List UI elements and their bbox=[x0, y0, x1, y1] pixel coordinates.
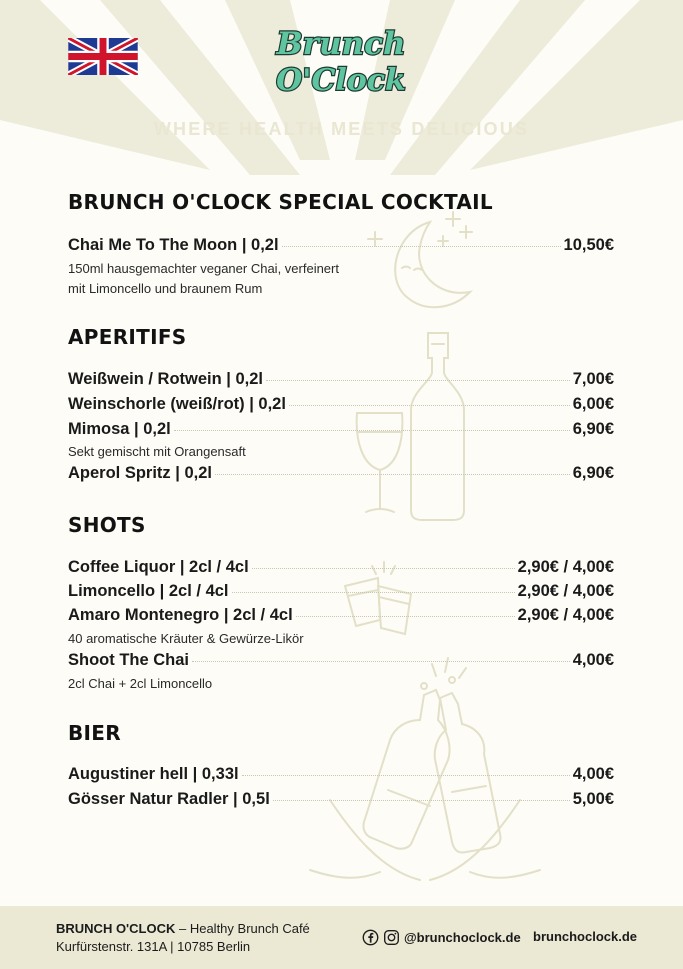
facebook-icon[interactable] bbox=[362, 929, 379, 946]
moon-icon bbox=[368, 212, 472, 307]
menu-item bbox=[68, 606, 614, 628]
leader-dots bbox=[215, 473, 570, 475]
footer-address: Kurfürstenstr. 131A | 10785 Berlin bbox=[56, 939, 251, 954]
section-title-special-cocktail: BRUNCH O'CLOCK SPECIAL COCKTAIL bbox=[68, 190, 493, 214]
item-price: 5,00€ bbox=[572, 790, 614, 808]
item-description: mit Limoncello und braunem Rum bbox=[68, 281, 263, 296]
item-price: 4,00€ bbox=[572, 765, 614, 783]
menu-item bbox=[68, 370, 614, 392]
item-name: Gösser Natur Radler | 0,5l bbox=[68, 790, 270, 808]
item-price: 7,00€ bbox=[572, 370, 614, 388]
item-description: Sekt gemischt mit Orangensaft bbox=[68, 444, 246, 459]
instagram-icon[interactable] bbox=[383, 929, 400, 946]
item-name: Shoot The Chai bbox=[68, 651, 189, 669]
tagline: WHERE HEALTH MEETS DELICIOUS bbox=[153, 119, 530, 139]
menu-item bbox=[68, 582, 614, 604]
item-price: 6,90€ bbox=[572, 464, 614, 482]
menu-item bbox=[68, 395, 614, 417]
item-name: Limoncello | 2cl / 4cl bbox=[68, 582, 229, 600]
item-price: 4,00€ bbox=[572, 651, 614, 669]
item-description: 150ml hausgemachter veganer Chai, verfeinert bbox=[68, 261, 339, 276]
footer-brand-suffix: – Healthy Brunch Café bbox=[175, 921, 310, 936]
item-name: Weinschorle (weiß/rot) | 0,2l bbox=[68, 395, 286, 413]
menu-item bbox=[68, 558, 614, 580]
section-title-bier: BIER bbox=[68, 721, 121, 745]
footer-address-block bbox=[56, 920, 310, 956]
leader-dots bbox=[174, 429, 570, 431]
social-handle-link[interactable]: @brunchoclock.de bbox=[404, 930, 521, 945]
leader-dots bbox=[266, 379, 570, 381]
menu-item bbox=[68, 464, 614, 486]
footer-brand: BRUNCH O'CLOCK bbox=[56, 921, 176, 936]
menu-item bbox=[68, 651, 614, 673]
uk-flag-icon bbox=[68, 38, 138, 75]
leader-dots bbox=[252, 567, 515, 569]
item-description: 2cl Chai + 2cl Limoncello bbox=[68, 676, 213, 691]
section-title-aperitifs: APERITIFS bbox=[68, 325, 187, 349]
leader-dots bbox=[232, 591, 515, 593]
section-title-shots: SHOTS bbox=[68, 513, 146, 537]
item-price: 2,90€ / 4,00€ bbox=[517, 606, 614, 624]
menu-item bbox=[68, 765, 614, 787]
item-name: Augustiner hell | 0,33l bbox=[68, 765, 239, 783]
item-name: Mimosa | 0,2l bbox=[68, 420, 171, 438]
leader-dots bbox=[296, 615, 515, 617]
item-name: Aperol Spritz | 0,2l bbox=[68, 464, 212, 482]
svg-text:O'Clock: O'Clock bbox=[276, 63, 406, 98]
footer bbox=[0, 906, 683, 969]
website-link[interactable]: brunchoclock.de bbox=[533, 929, 638, 944]
leader-dots bbox=[289, 404, 570, 406]
leader-dots bbox=[273, 799, 570, 801]
item-price: 10,50€ bbox=[563, 236, 614, 254]
leader-dots bbox=[282, 245, 561, 247]
item-price: 6,00€ bbox=[572, 395, 614, 413]
item-name: Weißwein / Rotwein | 0,2l bbox=[68, 370, 264, 388]
footer-social[interactable] bbox=[362, 929, 521, 946]
item-name: Chai Me To The Moon | 0,2l bbox=[68, 236, 279, 254]
item-name: Amaro Montenegro | 2cl / 4cl bbox=[68, 606, 293, 624]
leader-dots bbox=[192, 660, 570, 662]
item-price: 2,90€ / 4,00€ bbox=[517, 582, 614, 600]
menu-item bbox=[68, 236, 614, 258]
item-description: 40 aromatische Kräuter & Gewürze-Likör bbox=[68, 631, 304, 646]
svg-text:Brunch: Brunch bbox=[276, 26, 406, 62]
menu-item bbox=[68, 790, 614, 812]
item-price: 2,90€ / 4,00€ bbox=[517, 558, 614, 576]
brand-logo bbox=[266, 18, 416, 102]
item-price: 6,90€ bbox=[572, 420, 614, 438]
menu-item bbox=[68, 420, 614, 442]
leader-dots bbox=[242, 774, 570, 776]
item-name: Coffee Liquor | 2cl / 4cl bbox=[68, 558, 249, 576]
